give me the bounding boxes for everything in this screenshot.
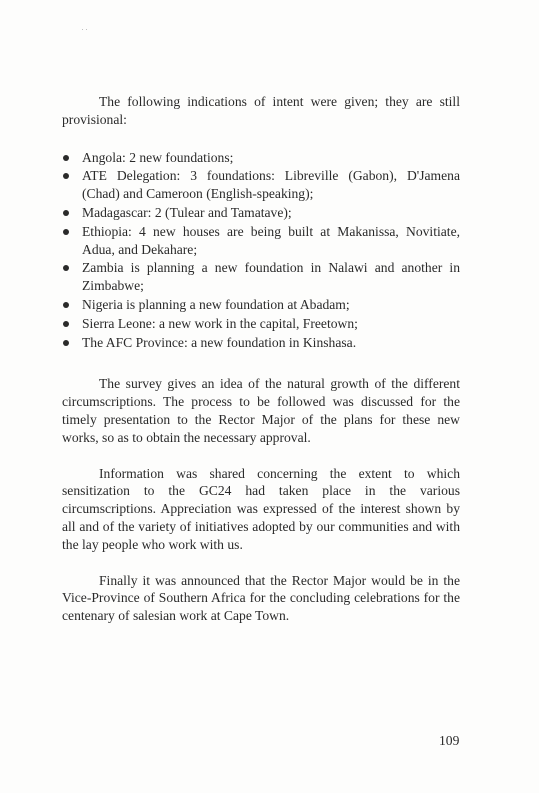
scan-mark [82,26,92,28]
list-item-text: Nigeria is planning a new foundation at Abadam; [82,296,350,312]
information-paragraph: Information was shared concerning the extent to which sensitization to the GC24 had taken place in the various circumscriptions. Appreciation was expressed of the interest shown by all and of the variety of initiatives adopted by our communities and with the lay people who work with us. [62,465,460,552]
bullet-icon [63,210,69,216]
bullet-icon [63,173,69,179]
list-item-text: Sierra Leone: a new work in the capital, Freetown; [82,315,358,331]
page-number: 109 [439,733,460,748]
foundations-list [62,149,460,352]
bullet-icon [63,302,69,308]
intro-paragraph: The following indications of intent were given; they are still provisional: [62,94,460,127]
bullet-icon [63,265,69,271]
bullet-icon [63,321,69,327]
list-item-text: ATE Delegation: 3 foundations: Libreville (Gabon), D'Jamena (Chad) and Cameroon (English-speaking); [82,168,460,202]
list-item [62,149,460,167]
bullet-icon [63,340,69,346]
bullet-icon [63,155,69,161]
closing-paragraph: Finally it was announced that the Rector Major would be in the Vice-Province of Southern Africa for the concluding celebrations for the centenary of salesian work at Cape Town. [62,572,460,624]
list-item-text: Madagascar: 2 (Tulear and Tamatave); [82,204,292,220]
list-item [62,223,460,259]
page-body [62,93,460,643]
list-item-text: Zambia is planning a new foundation in Nalawi and another in Zimbabwe; [82,260,460,294]
list-item [62,334,460,352]
bullet-icon [63,229,69,235]
list-item-text: Ethiopia: 4 new houses are being built at Makanissa, Novitiate, Adua, and Dekahare; [82,223,460,257]
list-item [62,204,460,222]
list-item [62,167,460,203]
list-item [62,315,460,333]
list-item-text: Angola: 2 new foundations; [82,149,234,165]
list-item-text: The AFC Province: a new foundation in Kinshasa. [82,334,357,350]
list-item [62,296,460,314]
survey-paragraph: The survey gives an idea of the natural growth of the different circumscriptions. The process to be followed was discussed for the timely presentation to the Rector Major of the plans for these new works, so as to obtain the necessary approval. [62,376,460,445]
list-item [62,259,460,295]
